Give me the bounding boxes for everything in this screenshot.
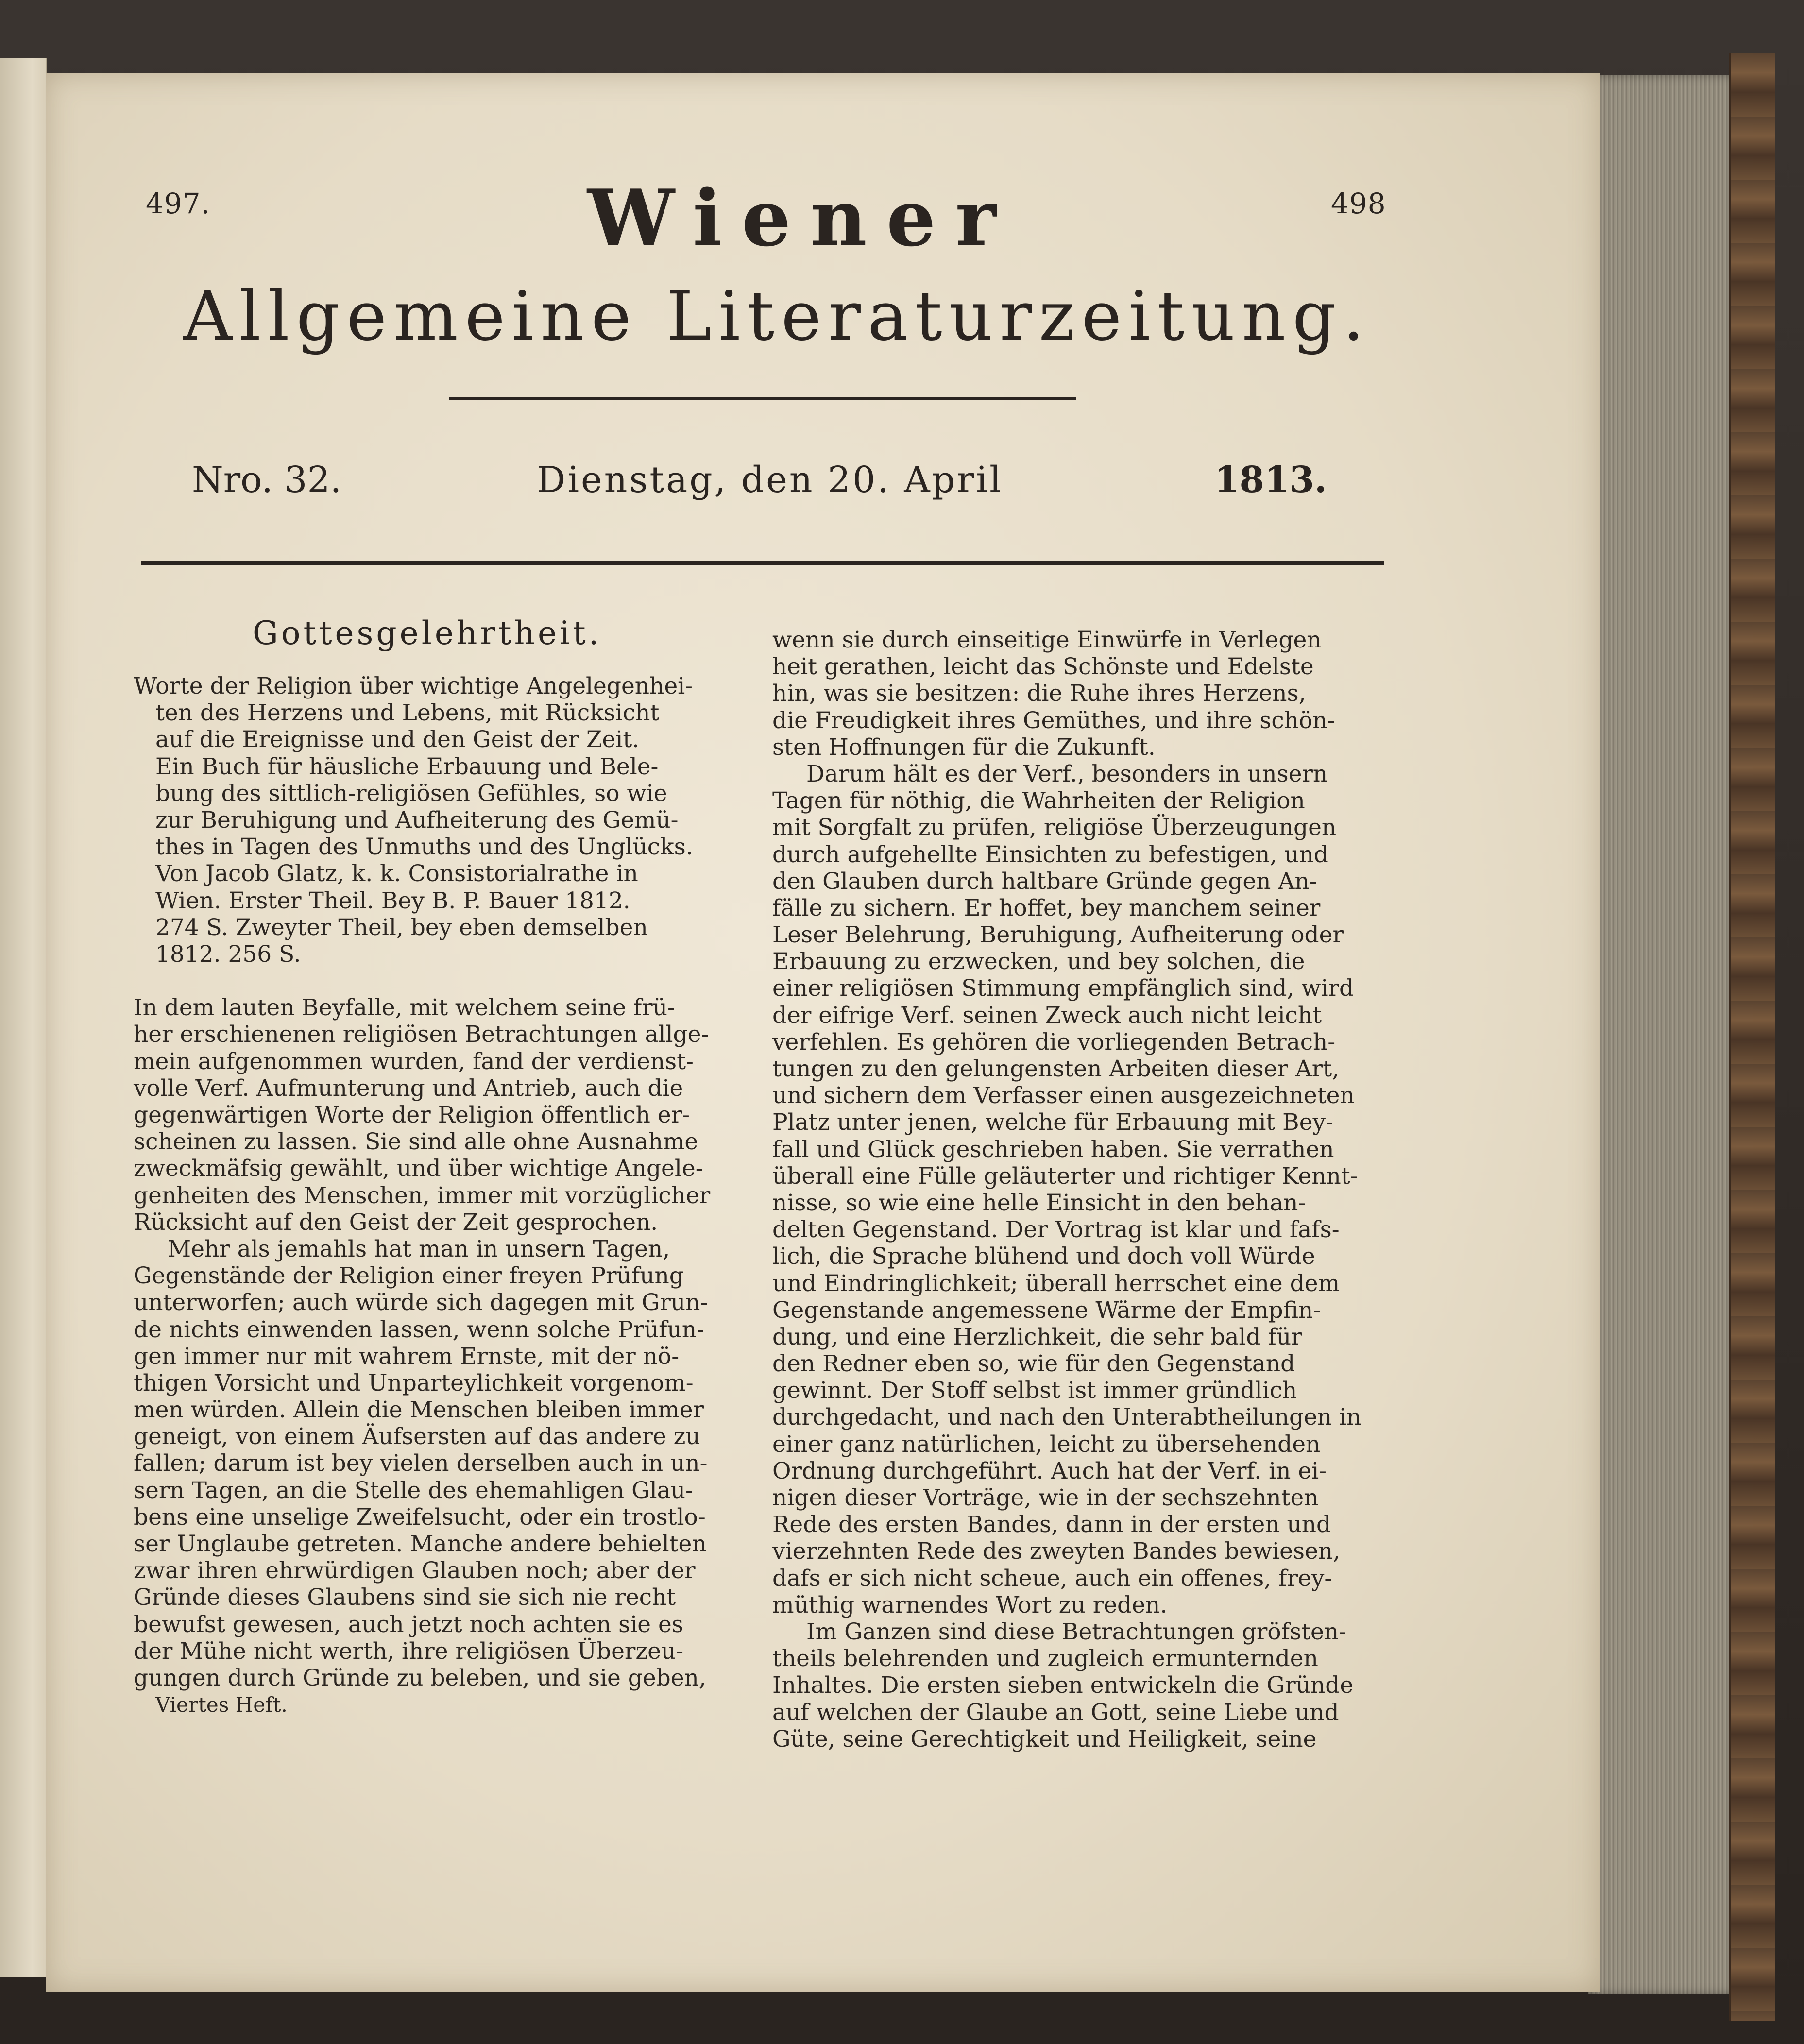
masthead-title-line1: Wiener bbox=[587, 172, 1016, 264]
left-column bbox=[134, 673, 710, 1718]
right-column-line: durch aufgehellte Einsichten zu befestigen, und bbox=[772, 841, 1328, 868]
right-column-line: heit gerathen, leicht das Schönste und Edelste bbox=[772, 653, 1314, 681]
left-column-line: zur Beruhigung und Aufheiterung des Gemü- bbox=[155, 806, 679, 834]
right-column-line: einer religiösen Stimmung empfänglich sind, wird bbox=[772, 975, 1354, 1002]
left-column-line: der Mühe nicht werth, ihre religiösen Überzeu- bbox=[134, 1637, 684, 1665]
left-column-line: Von Jacob Glatz, k. k. Consistorialrathe in bbox=[155, 860, 638, 887]
left-column-line: thes in Tagen des Unmuths und des Unglücks. bbox=[155, 834, 693, 861]
left-column-line: mein aufgenommen wurden, fand der verdienst- bbox=[134, 1048, 694, 1075]
right-column-line: hin, was sie besitzen: die Ruhe ihres Herzens, bbox=[772, 680, 1306, 707]
right-column-line: wenn sie durch einseitige Einwürfe in Verlegen bbox=[772, 627, 1322, 653]
right-column-line: und Eindringlichkeit; überall herrschet eine dem bbox=[772, 1270, 1340, 1297]
right-column-line: Güte, seine Gerechtigkeit und Heiligkeit, seine bbox=[772, 1725, 1317, 1753]
book-cover-edge bbox=[1729, 53, 1775, 2021]
issue-date: Dienstag, den 20. April bbox=[537, 459, 1003, 501]
right-column-line: durchgedacht, und nach den Unterabtheilungen in bbox=[772, 1404, 1362, 1431]
right-column-line: Tagen für nöthig, die Wahrheiten der Religion bbox=[772, 787, 1305, 815]
right-column-line: Erbauung zu erzwecken, und bey solchen, die bbox=[772, 948, 1305, 975]
right-column-line: delten Gegenstand. Der Vortrag ist klar und fafs- bbox=[772, 1216, 1340, 1243]
right-column-line: Gegenstande angemessene Wärme der Empfin- bbox=[772, 1296, 1321, 1324]
right-column-line: der eifrige Verf. seinen Zweck auch nicht leicht bbox=[772, 1002, 1322, 1029]
left-column-line: gungen durch Gründe zu beleben, und sie geben, bbox=[134, 1664, 706, 1691]
left-column-line: 274 S. Zweyter Theil, bey eben demselben bbox=[155, 914, 648, 941]
right-column-line: gewinnt. Der Stoff selbst ist immer gründlich bbox=[772, 1377, 1297, 1404]
masthead-title-line2: Allgemeine Literaturzeitung. bbox=[183, 277, 1371, 356]
right-column-line: lich, die Sprache blühend und doch voll Würde bbox=[772, 1243, 1315, 1270]
right-column-line: und sichern dem Verfasser einen ausgezeichneten bbox=[772, 1082, 1355, 1109]
right-column-line: müthig warnendes Wort zu reden. bbox=[772, 1591, 1168, 1618]
right-column-line: theils belehrenden und zugleich ermunternden bbox=[772, 1645, 1318, 1672]
right-column-line: Leser Belehrung, Beruhigung, Aufheiterung oder bbox=[772, 921, 1344, 949]
right-column-line: mit Sorgfalt zu prüfen, religiöse Überzeugungen bbox=[772, 814, 1337, 841]
page-number-right: 498 bbox=[1331, 187, 1386, 220]
right-column-line: nisse, so wie eine helle Einsicht in den behan- bbox=[772, 1189, 1306, 1216]
left-column-line: men würden. Allein die Menschen bleiben immer bbox=[134, 1397, 704, 1424]
right-column-line: überall eine Fülle geläuterter und richtiger Kennt- bbox=[772, 1162, 1358, 1190]
left-column-line: her erschienenen religiösen Betrachtungen allge- bbox=[134, 1021, 709, 1048]
right-column-line: Ordnung durchgeführt. Auch hat der Verf. in ei- bbox=[772, 1457, 1327, 1484]
right-column-line: vierzehnten Rede des zweyten Bandes bewiesen, bbox=[772, 1538, 1341, 1565]
left-column-line: Worte der Religion über wichtige Angelegenhei- bbox=[134, 673, 693, 699]
left-column-line: scheinen zu lassen. Sie sind alle ohne Ausnahme bbox=[134, 1128, 698, 1156]
left-column-line: zwar ihren ehrwürdigen Glauben noch; aber der bbox=[134, 1557, 696, 1584]
left-column-line: Ein Buch für häusliche Erbauung und Bele- bbox=[155, 753, 659, 780]
left-column-line: geneigt, von einem Äufsersten auf das andere zu bbox=[134, 1423, 700, 1450]
left-column-line: Rücksicht auf den Geist der Zeit gesprochen. bbox=[134, 1209, 658, 1236]
left-column-line: fallen; darum ist bey vielen derselben auch in un- bbox=[134, 1450, 708, 1477]
right-column bbox=[772, 627, 1361, 1753]
left-column-line: genheiten des Menschen, immer mit vorzüglicher bbox=[134, 1182, 711, 1209]
signature-mark: Viertes Heft. bbox=[155, 1693, 288, 1717]
left-column-line: bewufst gewesen, auch jetzt noch achten sie es bbox=[134, 1611, 683, 1638]
right-column-line: den Glauben durch haltbare Gründe gegen An- bbox=[772, 868, 1317, 895]
left-column-line: sern Tagen, an die Stelle des ehemahligen Glau- bbox=[134, 1477, 693, 1504]
left-column-line: auf die Ereignisse und den Geist der Zeit. bbox=[155, 726, 640, 753]
left-column-line: ten des Herzens und Lebens, mit Rücksicht bbox=[155, 699, 660, 727]
issue-divider bbox=[141, 561, 1384, 565]
left-column-line: bung des sittlich-religiösen Gefühles, so wie bbox=[155, 780, 667, 807]
left-column-line: In dem lauten Beyfalle, mit welchem seine frü- bbox=[134, 994, 675, 1022]
left-column-line: volle Verf. Aufmunterung und Antrieb, auch die bbox=[134, 1074, 683, 1102]
left-column-line: unterworfen; auch würde sich dagegen mit Grun- bbox=[134, 1289, 708, 1316]
right-column-line: dung, und eine Herzlichkeit, die sehr bald für bbox=[772, 1323, 1302, 1350]
right-column-line: den Redner eben so, wie für den Gegenstand bbox=[772, 1350, 1295, 1378]
left-column-line: thigen Vorsicht und Unparteylichkeit vorgenom- bbox=[134, 1369, 694, 1397]
right-column-line: tungen zu den gelungensten Arbeiten dieser Art, bbox=[772, 1056, 1340, 1082]
right-column-line: Platz unter jenen, welche für Erbauung mit Bey- bbox=[772, 1109, 1333, 1136]
right-column-line: Darum hält es der Verf., besonders in unsern bbox=[806, 760, 1328, 787]
right-column-line: nigen dieser Vorträge, wie in der sechszehnten bbox=[772, 1484, 1319, 1511]
right-column-line: einer ganz natürlichen, leicht zu übersehenden bbox=[772, 1431, 1321, 1458]
left-column-line: Wien. Erster Theil. Bey B. P. Bauer 1812. bbox=[155, 887, 630, 914]
previous-page-edge bbox=[0, 58, 47, 1977]
right-column-line: fälle zu sichern. Er hoffet, bey manchem seiner bbox=[772, 894, 1321, 921]
left-column-line: gen immer nur mit wahrem Ernste, mit der nö- bbox=[134, 1343, 680, 1370]
right-column-line: Inhaltes. Die ersten sieben entwickeln die Gründe bbox=[772, 1672, 1354, 1699]
right-column-line: Rede des ersten Bandes, dann in der ersten und bbox=[772, 1511, 1331, 1538]
right-column-line: Im Ganzen sind diese Betrachtungen gröfsten- bbox=[806, 1618, 1347, 1645]
left-column-line: bens eine unselige Zweifelsucht, oder ein trostlo- bbox=[134, 1503, 706, 1531]
left-column-line: Gegenstände der Religion einer freyen Prüfung bbox=[134, 1262, 684, 1290]
left-column-line: zweckmäfsig gewählt, und über wichtige Angele- bbox=[134, 1155, 703, 1182]
right-column-line: dafs er sich nicht scheue, auch ein offenes, frey- bbox=[772, 1565, 1332, 1592]
issue-year: 1813. bbox=[1214, 459, 1327, 501]
left-column-line: 1812. 256 S. bbox=[155, 940, 301, 968]
right-column-line: fall und Glück geschrieben haben. Sie verrathen bbox=[772, 1136, 1334, 1163]
right-column-line: auf welchen der Glaube an Gott, seine Liebe und bbox=[772, 1699, 1339, 1726]
left-column-line: Gründe dieses Glaubens sind sie sich nie recht bbox=[134, 1584, 676, 1611]
left-column-line: Mehr als jemahls hat man in unsern Tagen, bbox=[168, 1235, 670, 1262]
left-column-line: de nichts einwenden lassen, wenn solche Prüfun- bbox=[134, 1316, 704, 1343]
section-title: Gottesgelehrtheit. bbox=[253, 614, 602, 652]
issue-number: Nro. 32. bbox=[192, 459, 342, 501]
page-number-left: 497. bbox=[146, 187, 211, 220]
masthead-divider bbox=[449, 397, 1076, 400]
page-block-edges bbox=[1588, 75, 1734, 1994]
left-column-line bbox=[134, 968, 710, 994]
right-column-line: sten Hoffnungen für die Zukunft. bbox=[772, 733, 1156, 761]
left-column-line: gegenwärtigen Worte der Religion öffentlich er- bbox=[134, 1102, 690, 1128]
right-column-line: verfehlen. Es gehören die vorliegenden Betrach- bbox=[772, 1028, 1336, 1056]
left-column-line: ser Unglaube getreten. Manche andere behielten bbox=[134, 1531, 707, 1557]
right-column-line: die Freudigkeit ihres Gemüthes, und ihre schön- bbox=[772, 707, 1335, 734]
